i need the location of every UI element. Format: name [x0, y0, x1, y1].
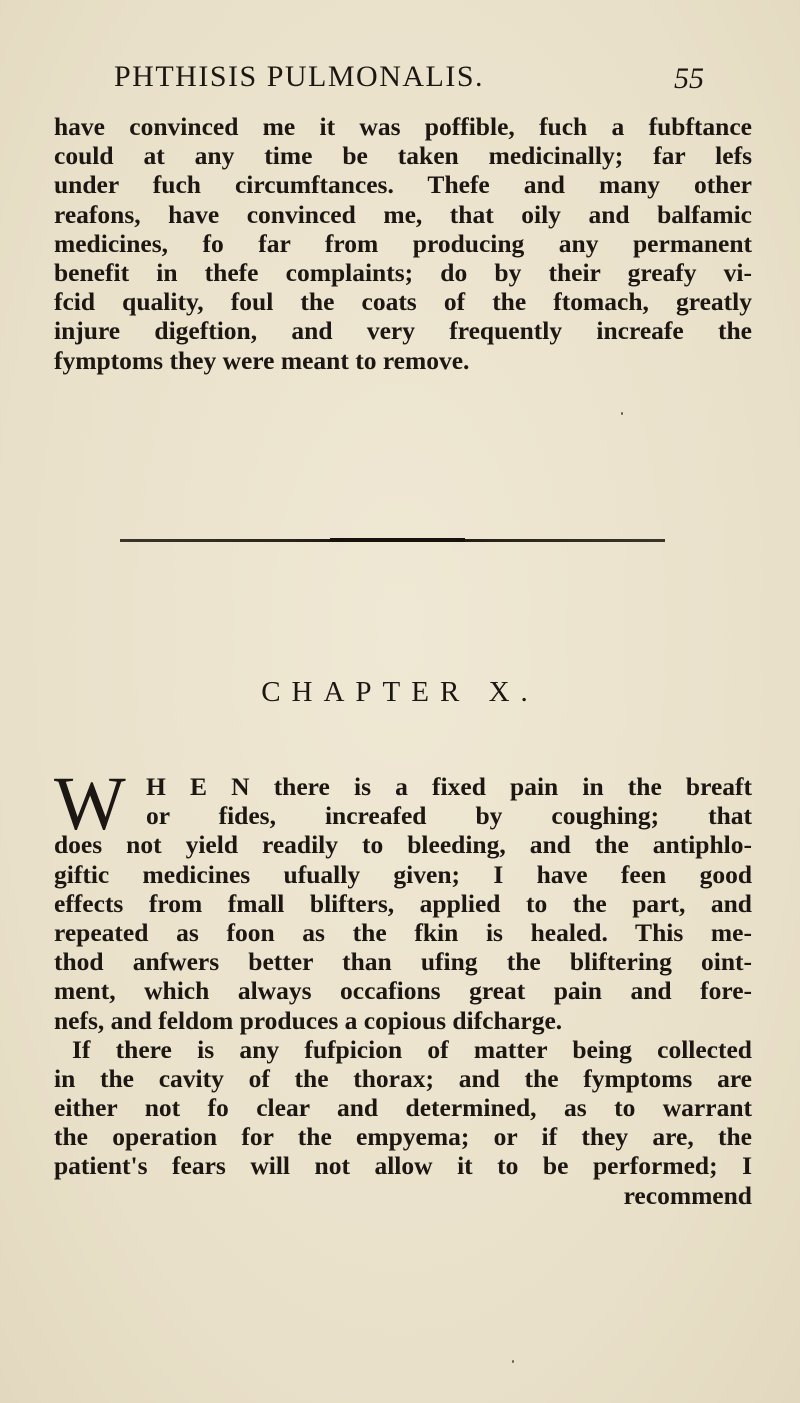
drop-cap: W	[54, 762, 126, 846]
text-line: H E N there is a fixed pain in the breaft	[146, 772, 752, 801]
paper-speck	[621, 412, 623, 415]
text-line: giftic medicines ufually given; I have feen good	[54, 859, 752, 889]
text-line: ment, which always occafions great pain and fore-	[54, 976, 752, 1006]
text-line: have convinced me it was poffible, fuch a fubftance	[54, 112, 752, 141]
text-line: benefit in thefe complaints; do by their greafy vi-	[54, 257, 752, 287]
running-head	[114, 60, 704, 100]
text-line: either not fo clear and determined, as to warrant	[54, 1093, 752, 1123]
chapter-paragraph	[54, 762, 752, 1210]
text-line: repeated as foon as the fkin is healed. This me-	[54, 917, 752, 947]
paragraph-continued	[54, 112, 752, 375]
running-title: PHTHISIS PULMONALIS.	[114, 60, 485, 93]
section-divider-ornament	[330, 538, 465, 542]
text-line: effects from fmall blifters, applied to the part, and	[54, 888, 752, 918]
paper-speck	[512, 1360, 514, 1363]
text-line: or fides, increafed by coughing; that	[146, 801, 752, 831]
text-line: nefs, and feldom produces a copious difcharge.	[54, 1005, 563, 1035]
text-line: the operation for the empyema; or if they are, the	[54, 1122, 752, 1152]
text-line: reafons, have convinced me, that oily and balfamic	[54, 199, 752, 229]
text-line: thod anfwers better than ufing the bliftering oint-	[54, 947, 752, 977]
text-line: under fuch circumftances. Thefe and many other	[54, 170, 752, 200]
text-line: medicines, fo far from producing any permanent	[54, 228, 752, 258]
text-line: If there is any fufpicion of matter being collected	[72, 1034, 752, 1064]
catchword: recommend	[623, 1180, 752, 1210]
text-line: could at any time be taken medicinally; far lefs	[54, 141, 752, 171]
text-line: injure digeftion, and very frequently increafe the	[54, 316, 752, 346]
text-line: in the cavity of the thorax; and the fymptoms are	[54, 1063, 752, 1093]
text-line: fymptoms they were meant to remove.	[54, 345, 470, 375]
chapter-heading: CHAPTER X.	[261, 676, 539, 708]
text-line: does not yield readily to bleeding, and the antiphlo-	[54, 830, 752, 860]
text-line: fcid quality, foul the coats of the ftomach, greatly	[54, 287, 752, 317]
text-line: patient's fears will not allow it to be performed; I	[54, 1151, 752, 1181]
page-number: 55	[674, 62, 704, 95]
